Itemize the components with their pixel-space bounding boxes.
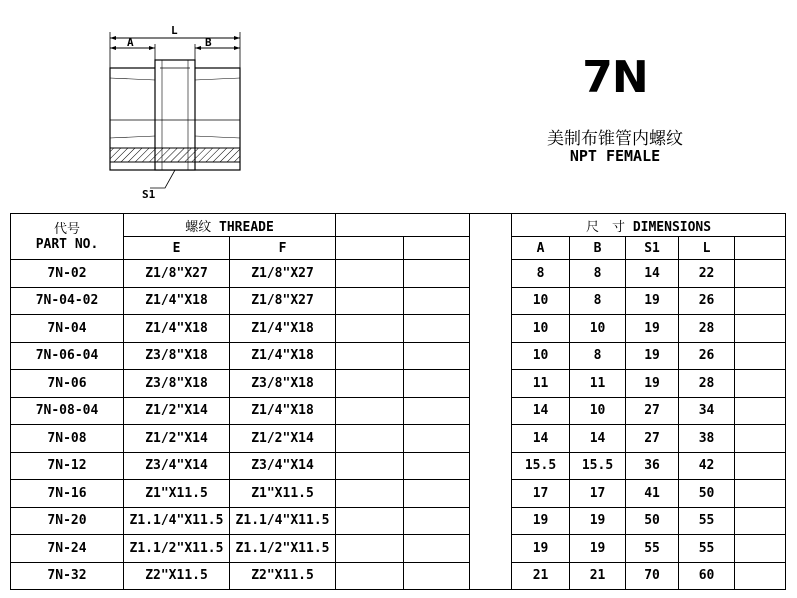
col-a-header: A <box>512 237 570 260</box>
blank-cell <box>336 452 404 480</box>
blank-col-header <box>735 237 786 260</box>
cell-a: 14 <box>512 425 570 453</box>
cell-part: 7N-12 <box>11 452 124 480</box>
table-row <box>11 425 786 453</box>
product-description-en: NPT FEMALE <box>569 147 661 165</box>
cell-part: 7N-16 <box>11 480 124 508</box>
cell-b: 21 <box>570 562 626 590</box>
cell-f: Z3/4"X14 <box>230 452 336 480</box>
blank-cell <box>735 480 786 508</box>
cell-f: Z1/8"X27 <box>230 287 336 315</box>
blank-cell <box>404 452 470 480</box>
cell-e: Z1/2"X14 <box>124 397 230 425</box>
cell-b: 15.5 <box>570 452 626 480</box>
cell-f: Z1/8"X27 <box>230 260 336 288</box>
blank-cell <box>336 397 404 425</box>
table-row <box>11 452 786 480</box>
cell-l: 60 <box>679 562 735 590</box>
cell-b: 8 <box>570 287 626 315</box>
cell-l: 42 <box>679 452 735 480</box>
cell-b: 10 <box>570 397 626 425</box>
blank-cell <box>735 315 786 343</box>
cell-f: Z3/8"X18 <box>230 370 336 398</box>
cell-a: 19 <box>512 535 570 563</box>
cell-part: 7N-20 <box>11 507 124 535</box>
blank-cell <box>404 507 470 535</box>
blank-header-cell <box>336 214 470 237</box>
cell-s1: 36 <box>626 452 679 480</box>
cell-e: Z1.1/2"X11.5 <box>124 535 230 563</box>
cell-b: 19 <box>570 507 626 535</box>
gap-cell <box>470 315 512 343</box>
gap-cell <box>470 287 512 315</box>
cell-l: 55 <box>679 535 735 563</box>
gap-cell <box>470 535 512 563</box>
blank-cell <box>404 315 470 343</box>
cell-e: Z1/4"X18 <box>124 287 230 315</box>
cell-part: 7N-04-02 <box>11 287 124 315</box>
cell-e: Z2"X11.5 <box>124 562 230 590</box>
cell-a: 11 <box>512 370 570 398</box>
cell-a: 10 <box>512 342 570 370</box>
spec-table-body <box>11 260 786 590</box>
cell-e: Z1/2"X14 <box>124 425 230 453</box>
cell-f: Z1"X11.5 <box>230 480 336 508</box>
gap-cell <box>470 342 512 370</box>
cell-s1: 27 <box>626 425 679 453</box>
header-row-1 <box>11 214 786 237</box>
cell-b: 14 <box>570 425 626 453</box>
cell-l: 26 <box>679 287 735 315</box>
cell-s1: 41 <box>626 480 679 508</box>
cell-l: 28 <box>679 315 735 343</box>
cell-f: Z1.1/2"X11.5 <box>230 535 336 563</box>
product-code: 7N <box>582 52 648 103</box>
gap-cell <box>470 480 512 508</box>
cell-part: 7N-06 <box>11 370 124 398</box>
col-b-header: B <box>570 237 626 260</box>
table-row <box>11 370 786 398</box>
cell-part: 7N-08-04 <box>11 397 124 425</box>
table-row <box>11 260 786 288</box>
dim-label-l: L <box>171 24 178 37</box>
cell-s1: 70 <box>626 562 679 590</box>
blank-cell <box>404 260 470 288</box>
cell-e: Z3/8"X18 <box>124 342 230 370</box>
cell-a: 15.5 <box>512 452 570 480</box>
blank-cell <box>404 562 470 590</box>
cell-b: 19 <box>570 535 626 563</box>
table-row <box>11 315 786 343</box>
part-no-header-en: PART NO. <box>35 236 99 252</box>
blank-cell <box>336 425 404 453</box>
gap-cell <box>470 562 512 590</box>
gap-cell <box>470 425 512 453</box>
gap-cell <box>470 507 512 535</box>
cell-f: Z2"X11.5 <box>230 562 336 590</box>
blank-cell <box>404 480 470 508</box>
blank-cell <box>336 260 404 288</box>
cell-f: Z1.1/4"X11.5 <box>230 507 336 535</box>
cell-e: Z1"X11.5 <box>124 480 230 508</box>
blank-cell <box>735 425 786 453</box>
cell-a: 19 <box>512 507 570 535</box>
blank-col-header <box>404 237 470 260</box>
cell-l: 50 <box>679 480 735 508</box>
blank-cell <box>336 562 404 590</box>
gap-cell <box>470 370 512 398</box>
cell-e: Z3/8"X18 <box>124 370 230 398</box>
cell-a: 8 <box>512 260 570 288</box>
blank-cell <box>336 287 404 315</box>
dimensions-header <box>512 214 786 237</box>
part-no-header <box>11 214 124 260</box>
cell-f: Z1/4"X18 <box>230 342 336 370</box>
dim-label-a: A <box>127 36 134 49</box>
table-row <box>11 562 786 590</box>
cell-part: 7N-02 <box>11 260 124 288</box>
cell-e: Z3/4"X14 <box>124 452 230 480</box>
thread-header-en: THREADE <box>219 219 274 235</box>
product-description-cn: 美制布锥管内螺纹 <box>547 129 683 149</box>
thread-header-cn: 螺纹 <box>185 219 212 235</box>
dim-label-b: B <box>205 36 212 49</box>
cell-part: 7N-04 <box>11 315 124 343</box>
blank-cell <box>735 562 786 590</box>
blank-cell <box>735 370 786 398</box>
dimensions-header-en: DIMENSIONS <box>632 219 712 235</box>
table-row <box>11 535 786 563</box>
blank-cell <box>735 452 786 480</box>
cell-a: 14 <box>512 397 570 425</box>
blank-cell <box>336 507 404 535</box>
cell-s1: 19 <box>626 287 679 315</box>
table-row <box>11 342 786 370</box>
dim-label-s1: S1 <box>142 188 156 201</box>
cell-a: 21 <box>512 562 570 590</box>
spec-table <box>10 213 786 590</box>
cell-f: Z1/2"X14 <box>230 425 336 453</box>
blank-cell <box>735 260 786 288</box>
blank-cell <box>404 342 470 370</box>
part-no-header-cn: 代号 <box>53 221 80 237</box>
col-e-header: E <box>124 237 230 260</box>
blank-cell <box>404 370 470 398</box>
cell-s1: 19 <box>626 342 679 370</box>
cell-l: 55 <box>679 507 735 535</box>
cell-part: 7N-08 <box>11 425 124 453</box>
table-row <box>11 480 786 508</box>
gap-column <box>470 214 512 260</box>
cell-l: 22 <box>679 260 735 288</box>
cell-b: 10 <box>570 315 626 343</box>
col-s1-header: S1 <box>626 237 679 260</box>
cell-l: 34 <box>679 397 735 425</box>
blank-cell <box>735 397 786 425</box>
cell-b: 8 <box>570 342 626 370</box>
cell-e: Z1/8"X27 <box>124 260 230 288</box>
cell-b: 11 <box>570 370 626 398</box>
blank-cell <box>404 425 470 453</box>
cell-l: 28 <box>679 370 735 398</box>
table-row <box>11 397 786 425</box>
blank-cell <box>735 535 786 563</box>
cell-a: 17 <box>512 480 570 508</box>
cell-f: Z1/4"X18 <box>230 315 336 343</box>
header-row-2 <box>11 237 786 260</box>
gap-cell <box>470 452 512 480</box>
cell-f: Z1/4"X18 <box>230 397 336 425</box>
blank-cell <box>735 342 786 370</box>
table-row <box>11 287 786 315</box>
blank-cell <box>336 480 404 508</box>
cell-e: Z1/4"X18 <box>124 315 230 343</box>
blank-cell <box>336 370 404 398</box>
cell-s1: 55 <box>626 535 679 563</box>
col-l-header: L <box>679 237 735 260</box>
cell-part: 7N-24 <box>11 535 124 563</box>
cell-s1: 19 <box>626 370 679 398</box>
cell-a: 10 <box>512 315 570 343</box>
thread-header <box>124 214 336 237</box>
blank-cell <box>404 397 470 425</box>
blank-col-header <box>336 237 404 260</box>
blank-cell <box>336 315 404 343</box>
blank-cell <box>336 535 404 563</box>
cell-b: 8 <box>570 260 626 288</box>
blank-cell <box>336 342 404 370</box>
gap-cell <box>470 397 512 425</box>
col-f-header: F <box>230 237 336 260</box>
table-row <box>11 507 786 535</box>
dimensions-header-cn: 尺 寸 <box>585 219 625 235</box>
blank-cell <box>735 287 786 315</box>
cell-part: 7N-32 <box>11 562 124 590</box>
cell-e: Z1.1/4"X11.5 <box>124 507 230 535</box>
fitting-drawing <box>100 20 250 205</box>
cell-l: 26 <box>679 342 735 370</box>
cell-s1: 14 <box>626 260 679 288</box>
cell-s1: 50 <box>626 507 679 535</box>
cell-a: 10 <box>512 287 570 315</box>
blank-cell <box>735 507 786 535</box>
cell-s1: 27 <box>626 397 679 425</box>
cell-b: 17 <box>570 480 626 508</box>
blank-cell <box>404 287 470 315</box>
cell-part: 7N-06-04 <box>11 342 124 370</box>
cell-s1: 19 <box>626 315 679 343</box>
gap-cell <box>470 260 512 288</box>
blank-cell <box>404 535 470 563</box>
cell-l: 38 <box>679 425 735 453</box>
